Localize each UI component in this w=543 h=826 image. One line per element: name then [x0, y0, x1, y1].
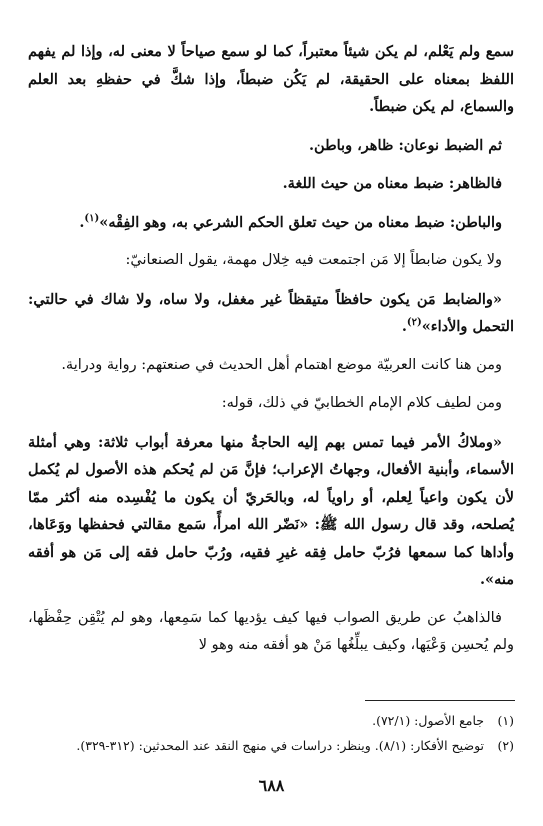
- paragraph-8: ومن لطيف كلام الإمام الخطابيّ في ذلك، قوله:: [221, 395, 502, 411]
- page-body: [28, 38, 514, 671]
- paragraph-6: «والضابط مَن يكون حافظاً متيقظاً غير مغفل، ولا ساه، ولا شاك في حالتي: التحمل والأداء»$^{(٢)}$.: [28, 290, 514, 335]
- paragraph-10: فالذاهبُ عن طريق الصواب فيها كيف يؤديها كما سَمِعها، وهو لم يُتْقِن حِفْظَها، ولم يُحسِن وَعْيَها، وكيف يبلِّغُها مَنْ هو أفقه منه وهو لا: [28, 609, 514, 653]
- footnote-number: (١): [497, 713, 514, 728]
- paragraph-7: ومن هنا كانت العربيّة موضع اهتمام أهل الحديث في صنعتهم: رواية ودراية.: [61, 356, 502, 373]
- paragraph-2: ثم الضبط نوعان: ظاهر، وباطن.: [308, 136, 502, 154]
- paragraph-3: فالظاهر: ضبط معناه من حيث اللغة.: [282, 175, 502, 192]
- footnote-ref-1[interactable]: (١): [84, 212, 100, 224]
- footnotes: [28, 708, 514, 758]
- page-number: ٦٨٨: [258, 776, 285, 795]
- footnote-number: (٢): [497, 738, 514, 753]
- footnote-divider: [365, 700, 515, 701]
- footnote-text: جامع الأصول: (٧٢/١).: [372, 713, 485, 728]
- paragraph-9-quote: «وملاكُ الأمر فيما تمس بهم إليه الحاجةُ منها معرفة أبواب ثلاثة: وهي أمثلة الأسماء، وأبنية الأفعال، وجهاتُ الإعراب؛ فإنَّ مَن لم يُحكم هذه الأصول لم يُكمل لأن يكون واعياً لِعلم، أو راوياً له، وبالحَريّ أن يكون ما يُفْسِده منه أكثر ممّا يُصلحه، وقد قال رسول الله ﷺ: «نَضّر الله امرأً، سَمع مقالتي فحفظها ووَعَاها، وأداها كما سمعها فرُبّ حامل فِقه غيرِ فقيه، ورُبّ حامل فقه إلى مَن هو أفقه منه».: [28, 433, 514, 588]
- paragraph-1: سمع ولم يَعْلم، لم يكن شيئاً معتبراً، كما لو سمع صياحاً لا معنى له، وإذا لم يفهم اللفظ بمعناه على الحقيقة، لم يَكُن ضبطاً، وإذا شكَّ في حفظهِ بعد العلم والسماع، لم يكن ضبطاً.: [28, 43, 514, 115]
- paragraph-4: والباطن: ضبط معناه من حيث تعلق الحكم الشرعي به، وهو الفِقْه»$^{(١)}$.: [79, 212, 502, 231]
- footnote-text: توضيح الأفكار: (٨/١). وينظر: دراسات في منهج النقد عند المحدثين: (٣١٢-٣٢٩).: [76, 738, 485, 753]
- footnote-1: [28, 708, 514, 733]
- footnote-2: [28, 733, 514, 758]
- footnote-ref-2[interactable]: (٢): [406, 317, 422, 329]
- paragraph-5: ولا يكون ضابطاً إلا مَن اجتمعت فيه خِلال مهمة، يقول الصنعانيّ:: [125, 252, 502, 268]
